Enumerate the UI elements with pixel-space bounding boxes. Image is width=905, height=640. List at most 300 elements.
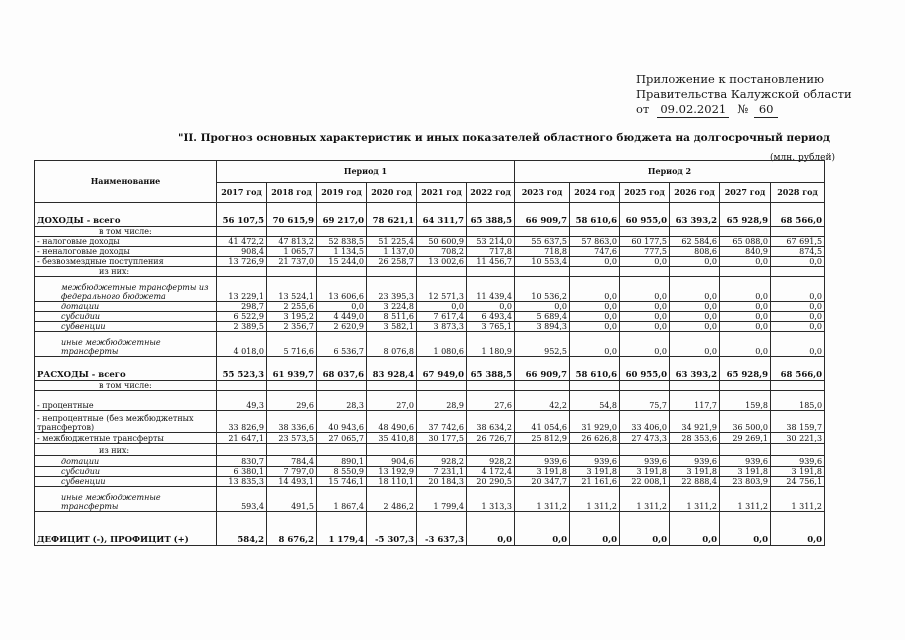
header-year: 2018 год: [267, 183, 317, 203]
value-cell: 13 192,9: [367, 467, 417, 477]
row-label: ДЕФИЦИТ (-), ПРОФИЦИТ (+): [35, 512, 217, 546]
value-cell: [771, 381, 825, 391]
value-cell: 874,5: [771, 247, 825, 257]
value-cell: 0,0: [620, 257, 670, 267]
value-cell: [620, 267, 670, 277]
row-subsidies: [35, 312, 825, 322]
value-cell: -3 637,3: [417, 512, 467, 546]
value-cell: [670, 267, 720, 277]
value-cell: 15 244,0: [317, 257, 367, 267]
value-cell: 3 191,8: [720, 467, 771, 477]
value-cell: 0,0: [720, 257, 771, 267]
value-cell: [267, 444, 317, 456]
value-cell: 0,0: [417, 302, 467, 312]
value-cell: 11 439,4: [467, 277, 515, 302]
value-cell: 47 813,2: [267, 237, 317, 247]
header-period-2: Период 2: [515, 161, 825, 183]
value-cell: [720, 381, 771, 391]
value-cell: [771, 444, 825, 456]
value-cell: 890,1: [317, 456, 367, 467]
value-cell: 13 835,3: [217, 477, 267, 487]
value-cell: 1 179,4: [317, 512, 367, 546]
row-deficit-surplus: [35, 512, 825, 546]
value-cell: 1 311,2: [771, 487, 825, 512]
row-free-receipts: [35, 257, 825, 267]
row-label: РАСХОДЫ - всего: [35, 357, 217, 381]
value-cell: 1 313,3: [467, 487, 515, 512]
value-cell: 718,8: [515, 247, 570, 257]
value-cell: [317, 227, 367, 237]
value-cell: 13 726,9: [217, 257, 267, 267]
value-cell: 20 290,5: [467, 477, 515, 487]
value-cell: 8 076,8: [367, 332, 417, 357]
value-cell: 1 867,4: [317, 487, 367, 512]
value-cell: 0,0: [620, 277, 670, 302]
value-cell: 117,7: [670, 391, 720, 411]
value-cell: 60 177,5: [620, 237, 670, 247]
header-year: 2022 год: [467, 183, 515, 203]
row-label: из них:: [35, 267, 217, 277]
value-cell: 1 180,9: [467, 332, 515, 357]
value-cell: [467, 227, 515, 237]
resolution-date: 09.02.2021: [657, 102, 729, 118]
value-cell: 0,0: [720, 312, 771, 322]
value-cell: 3 765,1: [467, 322, 515, 332]
value-cell: [417, 381, 467, 391]
value-cell: [217, 381, 267, 391]
value-cell: 1 080,6: [417, 332, 467, 357]
appendix-header: [636, 72, 852, 118]
value-cell: 6 522,9: [217, 312, 267, 322]
row-subsidies: [35, 467, 825, 477]
value-cell: 0,0: [570, 512, 620, 546]
value-cell: 25 812,9: [515, 433, 570, 444]
value-cell: 2 620,9: [317, 322, 367, 332]
value-cell: [670, 227, 720, 237]
value-cell: 65 928,9: [720, 357, 771, 381]
value-cell: 38 159,7: [771, 411, 825, 433]
value-cell: 1 311,2: [670, 487, 720, 512]
value-cell: [570, 227, 620, 237]
header-year: 2021 год: [417, 183, 467, 203]
value-cell: 28 353,6: [670, 433, 720, 444]
row-other-transfers: [35, 332, 825, 357]
value-cell: [620, 381, 670, 391]
value-cell: [467, 267, 515, 277]
value-cell: 66 909,7: [515, 203, 570, 227]
value-cell: [367, 227, 417, 237]
row-subheading: [35, 227, 825, 237]
value-cell: 840,9: [720, 247, 771, 257]
value-cell: 939,6: [620, 456, 670, 467]
value-cell: 78 621,1: [367, 203, 417, 227]
value-cell: 66 909,7: [515, 357, 570, 381]
value-cell: 1 137,0: [367, 247, 417, 257]
value-cell: 10 553,4: [515, 257, 570, 267]
header-year: 2023 год: [515, 183, 570, 203]
value-cell: 0,0: [515, 512, 570, 546]
header-year: 2025 год: [620, 183, 670, 203]
value-cell: 298,7: [217, 302, 267, 312]
value-cell: 30 177,5: [417, 433, 467, 444]
value-cell: 3 873,3: [417, 322, 467, 332]
value-cell: [367, 267, 417, 277]
value-cell: [367, 444, 417, 456]
value-cell: 37 742,6: [417, 411, 467, 433]
value-cell: 52 838,5: [317, 237, 367, 247]
appendix-date-line: [636, 102, 852, 118]
header-year: 2026 год: [670, 183, 720, 203]
value-cell: [570, 381, 620, 391]
value-cell: 67 691,5: [771, 237, 825, 247]
value-cell: [515, 381, 570, 391]
value-cell: 51 225,4: [367, 237, 417, 247]
appendix-line-2: Правительства Калужской области: [636, 87, 852, 101]
value-cell: 55 523,3: [217, 357, 267, 381]
from-label: от: [636, 102, 650, 116]
value-cell: 40 943,6: [317, 411, 367, 433]
value-cell: 55 637,5: [515, 237, 570, 247]
row-label: - непроцентные (без межбюджетных трансфертов): [35, 411, 217, 433]
value-cell: 60 955,0: [620, 357, 670, 381]
value-cell: 0,0: [771, 257, 825, 267]
value-cell: 0,0: [620, 322, 670, 332]
value-cell: [720, 444, 771, 456]
value-cell: 21 647,1: [217, 433, 267, 444]
value-cell: [417, 267, 467, 277]
value-cell: [620, 444, 670, 456]
value-cell: 784,4: [267, 456, 317, 467]
value-cell: 33 406,0: [620, 411, 670, 433]
value-cell: 27 065,7: [317, 433, 367, 444]
value-cell: 0,0: [670, 312, 720, 322]
value-cell: 0,0: [620, 512, 670, 546]
value-cell: 0,0: [467, 512, 515, 546]
value-cell: 26 258,7: [367, 257, 417, 267]
value-cell: 777,5: [620, 247, 670, 257]
value-cell: 0,0: [570, 302, 620, 312]
value-cell: 0,0: [670, 257, 720, 267]
value-cell: 0,0: [670, 332, 720, 357]
value-cell: 6 380,1: [217, 467, 267, 477]
value-cell: 0,0: [570, 312, 620, 322]
value-cell: 13 229,1: [217, 277, 267, 302]
value-cell: 708,2: [417, 247, 467, 257]
value-cell: 31 929,0: [570, 411, 620, 433]
value-cell: 60 955,0: [620, 203, 670, 227]
value-cell: [771, 227, 825, 237]
value-cell: [670, 381, 720, 391]
value-cell: 64 311,7: [417, 203, 467, 227]
value-cell: 58 610,6: [570, 357, 620, 381]
value-cell: 2 486,2: [367, 487, 417, 512]
value-cell: 27,0: [367, 391, 417, 411]
value-cell: 50 600,9: [417, 237, 467, 247]
value-cell: 0,0: [771, 322, 825, 332]
row-subheading: [35, 444, 825, 456]
value-cell: 0,0: [670, 277, 720, 302]
appendix-line-1: Приложение к постановлению: [636, 72, 825, 86]
value-cell: 18 110,1: [367, 477, 417, 487]
value-cell: 22 008,1: [620, 477, 670, 487]
row-label: субсидии: [35, 312, 217, 322]
value-cell: 0,0: [670, 512, 720, 546]
row-label: - межбюджетные трансферты: [35, 433, 217, 444]
value-cell: 27 473,3: [620, 433, 670, 444]
value-cell: 904,6: [367, 456, 417, 467]
value-cell: 34 921,9: [670, 411, 720, 433]
value-cell: 49,3: [217, 391, 267, 411]
row-interbudget-transfers: [35, 433, 825, 444]
value-cell: [570, 267, 620, 277]
value-cell: 23 573,5: [267, 433, 317, 444]
row-label: межбюджетные трансферты из федерального бюджета: [35, 277, 217, 302]
value-cell: 2 255,6: [267, 302, 317, 312]
value-cell: 8 676,2: [267, 512, 317, 546]
value-cell: 61 939,7: [267, 357, 317, 381]
value-cell: 42,2: [515, 391, 570, 411]
value-cell: 1 311,2: [620, 487, 670, 512]
row-grants: [35, 302, 825, 312]
row-subheading: [35, 381, 825, 391]
value-cell: 939,6: [515, 456, 570, 467]
value-cell: 65 388,5: [467, 203, 515, 227]
value-cell: 13 002,6: [417, 257, 467, 267]
value-cell: 939,6: [771, 456, 825, 467]
value-cell: [467, 444, 515, 456]
value-cell: 0,0: [570, 322, 620, 332]
value-cell: 939,6: [570, 456, 620, 467]
units-label: (млн. рублей): [770, 153, 835, 163]
row-label: в том числе:: [35, 381, 217, 391]
row-subheading: [35, 267, 825, 277]
value-cell: [467, 381, 515, 391]
value-cell: 4 449,0: [317, 312, 367, 322]
value-cell: 1 799,4: [417, 487, 467, 512]
value-cell: 0,0: [771, 302, 825, 312]
number-label: №: [737, 102, 749, 116]
value-cell: 0,0: [771, 512, 825, 546]
header-year: 2027 год: [720, 183, 771, 203]
value-cell: 928,2: [417, 456, 467, 467]
value-cell: -5 307,3: [367, 512, 417, 546]
value-cell: 0,0: [620, 332, 670, 357]
value-cell: [670, 444, 720, 456]
row-income-total: [35, 203, 825, 227]
header-period-1: Период 1: [217, 161, 515, 183]
header-year: 2020 год: [367, 183, 417, 203]
value-cell: 0,0: [771, 332, 825, 357]
value-cell: 939,6: [720, 456, 771, 467]
value-cell: 69 217,0: [317, 203, 367, 227]
value-cell: 29,6: [267, 391, 317, 411]
row-label: иные межбюджетные трансферты: [35, 487, 217, 512]
value-cell: 491,5: [267, 487, 317, 512]
value-cell: 68 566,0: [771, 203, 825, 227]
value-cell: 38 336,6: [267, 411, 317, 433]
value-cell: 33 826,9: [217, 411, 267, 433]
value-cell: 83 928,4: [367, 357, 417, 381]
value-cell: [620, 227, 670, 237]
value-cell: 2 356,7: [267, 322, 317, 332]
row-other-transfers: [35, 487, 825, 512]
value-cell: 830,7: [217, 456, 267, 467]
value-cell: 23 395,3: [367, 277, 417, 302]
value-cell: 57 863,0: [570, 237, 620, 247]
value-cell: 41 472,2: [217, 237, 267, 247]
value-cell: 29 269,1: [720, 433, 771, 444]
value-cell: 65 928,9: [720, 203, 771, 227]
value-cell: 3 191,8: [570, 467, 620, 477]
value-cell: 10 536,2: [515, 277, 570, 302]
value-cell: 26 626,8: [570, 433, 620, 444]
value-cell: [417, 444, 467, 456]
value-cell: 28,9: [417, 391, 467, 411]
header-name: Наименование: [35, 161, 217, 203]
value-cell: 0,0: [720, 332, 771, 357]
value-cell: 0,0: [771, 277, 825, 302]
value-cell: [267, 381, 317, 391]
value-cell: 584,2: [217, 512, 267, 546]
value-cell: [267, 227, 317, 237]
value-cell: 63 393,2: [670, 357, 720, 381]
value-cell: [771, 267, 825, 277]
value-cell: [317, 444, 367, 456]
value-cell: 0,0: [620, 302, 670, 312]
value-cell: 75,7: [620, 391, 670, 411]
value-cell: 0,0: [670, 322, 720, 332]
row-grants: [35, 456, 825, 467]
value-cell: 939,6: [670, 456, 720, 467]
value-cell: 3 894,3: [515, 322, 570, 332]
value-cell: 36 500,0: [720, 411, 771, 433]
value-cell: 4 018,0: [217, 332, 267, 357]
value-cell: 7 231,1: [417, 467, 467, 477]
header-year: 2028 год: [771, 183, 825, 203]
value-cell: 0,0: [467, 302, 515, 312]
value-cell: 13 606,6: [317, 277, 367, 302]
row-label: иные межбюджетные трансферты: [35, 332, 217, 357]
row-label: - безвозмездные поступления: [35, 257, 217, 267]
value-cell: 41 054,6: [515, 411, 570, 433]
value-cell: 5 689,4: [515, 312, 570, 322]
value-cell: 1 311,2: [570, 487, 620, 512]
row-interest: [35, 391, 825, 411]
value-cell: 14 493,1: [267, 477, 317, 487]
value-cell: 6 493,4: [467, 312, 515, 322]
value-cell: 28,3: [317, 391, 367, 411]
value-cell: [515, 267, 570, 277]
value-cell: 928,2: [467, 456, 515, 467]
value-cell: 717,8: [467, 247, 515, 257]
value-cell: [217, 227, 267, 237]
value-cell: 12 571,3: [417, 277, 467, 302]
value-cell: 27,6: [467, 391, 515, 411]
value-cell: 65 388,5: [467, 357, 515, 381]
row-tax-income: [35, 237, 825, 247]
value-cell: 26 726,7: [467, 433, 515, 444]
value-cell: 0,0: [570, 277, 620, 302]
value-cell: 13 524,1: [267, 277, 317, 302]
budget-forecast-table: [34, 160, 825, 546]
value-cell: 1 311,2: [720, 487, 771, 512]
value-cell: 54,8: [570, 391, 620, 411]
row-label: - процентные: [35, 391, 217, 411]
value-cell: 5 716,6: [267, 332, 317, 357]
row-label: - налоговые доходы: [35, 237, 217, 247]
value-cell: 1 134,5: [317, 247, 367, 257]
row-noninterest: [35, 411, 825, 433]
row-label: субвенции: [35, 477, 217, 487]
value-cell: [515, 444, 570, 456]
value-cell: 1 311,2: [515, 487, 570, 512]
value-cell: 952,5: [515, 332, 570, 357]
value-cell: 4 172,4: [467, 467, 515, 477]
value-cell: 2 389,5: [217, 322, 267, 332]
value-cell: 53 214,0: [467, 237, 515, 247]
row-expenses-total: [35, 357, 825, 381]
value-cell: 3 582,1: [367, 322, 417, 332]
value-cell: [515, 227, 570, 237]
value-cell: 3 195,2: [267, 312, 317, 322]
row-nontax-income: [35, 247, 825, 257]
value-cell: 21 737,0: [267, 257, 317, 267]
value-cell: [720, 227, 771, 237]
value-cell: 0,0: [720, 277, 771, 302]
value-cell: [417, 227, 467, 237]
value-cell: 20 347,7: [515, 477, 570, 487]
value-cell: 70 615,9: [267, 203, 317, 227]
value-cell: 48 490,6: [367, 411, 417, 433]
row-label: субсидии: [35, 467, 217, 477]
value-cell: 1 065,7: [267, 247, 317, 257]
value-cell: 7 797,0: [267, 467, 317, 477]
value-cell: 58 610,6: [570, 203, 620, 227]
value-cell: [570, 444, 620, 456]
row-label: - неналоговые доходы: [35, 247, 217, 257]
header-year: 2017 год: [217, 183, 267, 203]
value-cell: 67 949,0: [417, 357, 467, 381]
row-subventions: [35, 322, 825, 332]
value-cell: 0,0: [670, 302, 720, 312]
value-cell: 3 191,8: [515, 467, 570, 477]
value-cell: 3 191,8: [670, 467, 720, 477]
value-cell: 56 107,5: [217, 203, 267, 227]
row-federal-transfers: [35, 277, 825, 302]
value-cell: 63 393,2: [670, 203, 720, 227]
value-cell: 8 511,6: [367, 312, 417, 322]
value-cell: 0,0: [720, 322, 771, 332]
value-cell: [217, 267, 267, 277]
value-cell: 15 746,1: [317, 477, 367, 487]
value-cell: 0,0: [720, 302, 771, 312]
value-cell: 30 221,3: [771, 433, 825, 444]
row-label: дотации: [35, 302, 217, 312]
value-cell: 21 161,6: [570, 477, 620, 487]
value-cell: 0,0: [317, 302, 367, 312]
row-label: из них:: [35, 444, 217, 456]
value-cell: [317, 381, 367, 391]
document-title: "II. Прогноз основных характеристик и иных показателей областного бюджета на долгосрочный период: [178, 132, 831, 144]
value-cell: 747,6: [570, 247, 620, 257]
value-cell: 24 756,1: [771, 477, 825, 487]
value-cell: [317, 267, 367, 277]
value-cell: 3 191,8: [771, 467, 825, 477]
value-cell: [367, 381, 417, 391]
value-cell: 0,0: [570, 332, 620, 357]
value-cell: 62 584,6: [670, 237, 720, 247]
resolution-number: 60: [754, 102, 778, 118]
